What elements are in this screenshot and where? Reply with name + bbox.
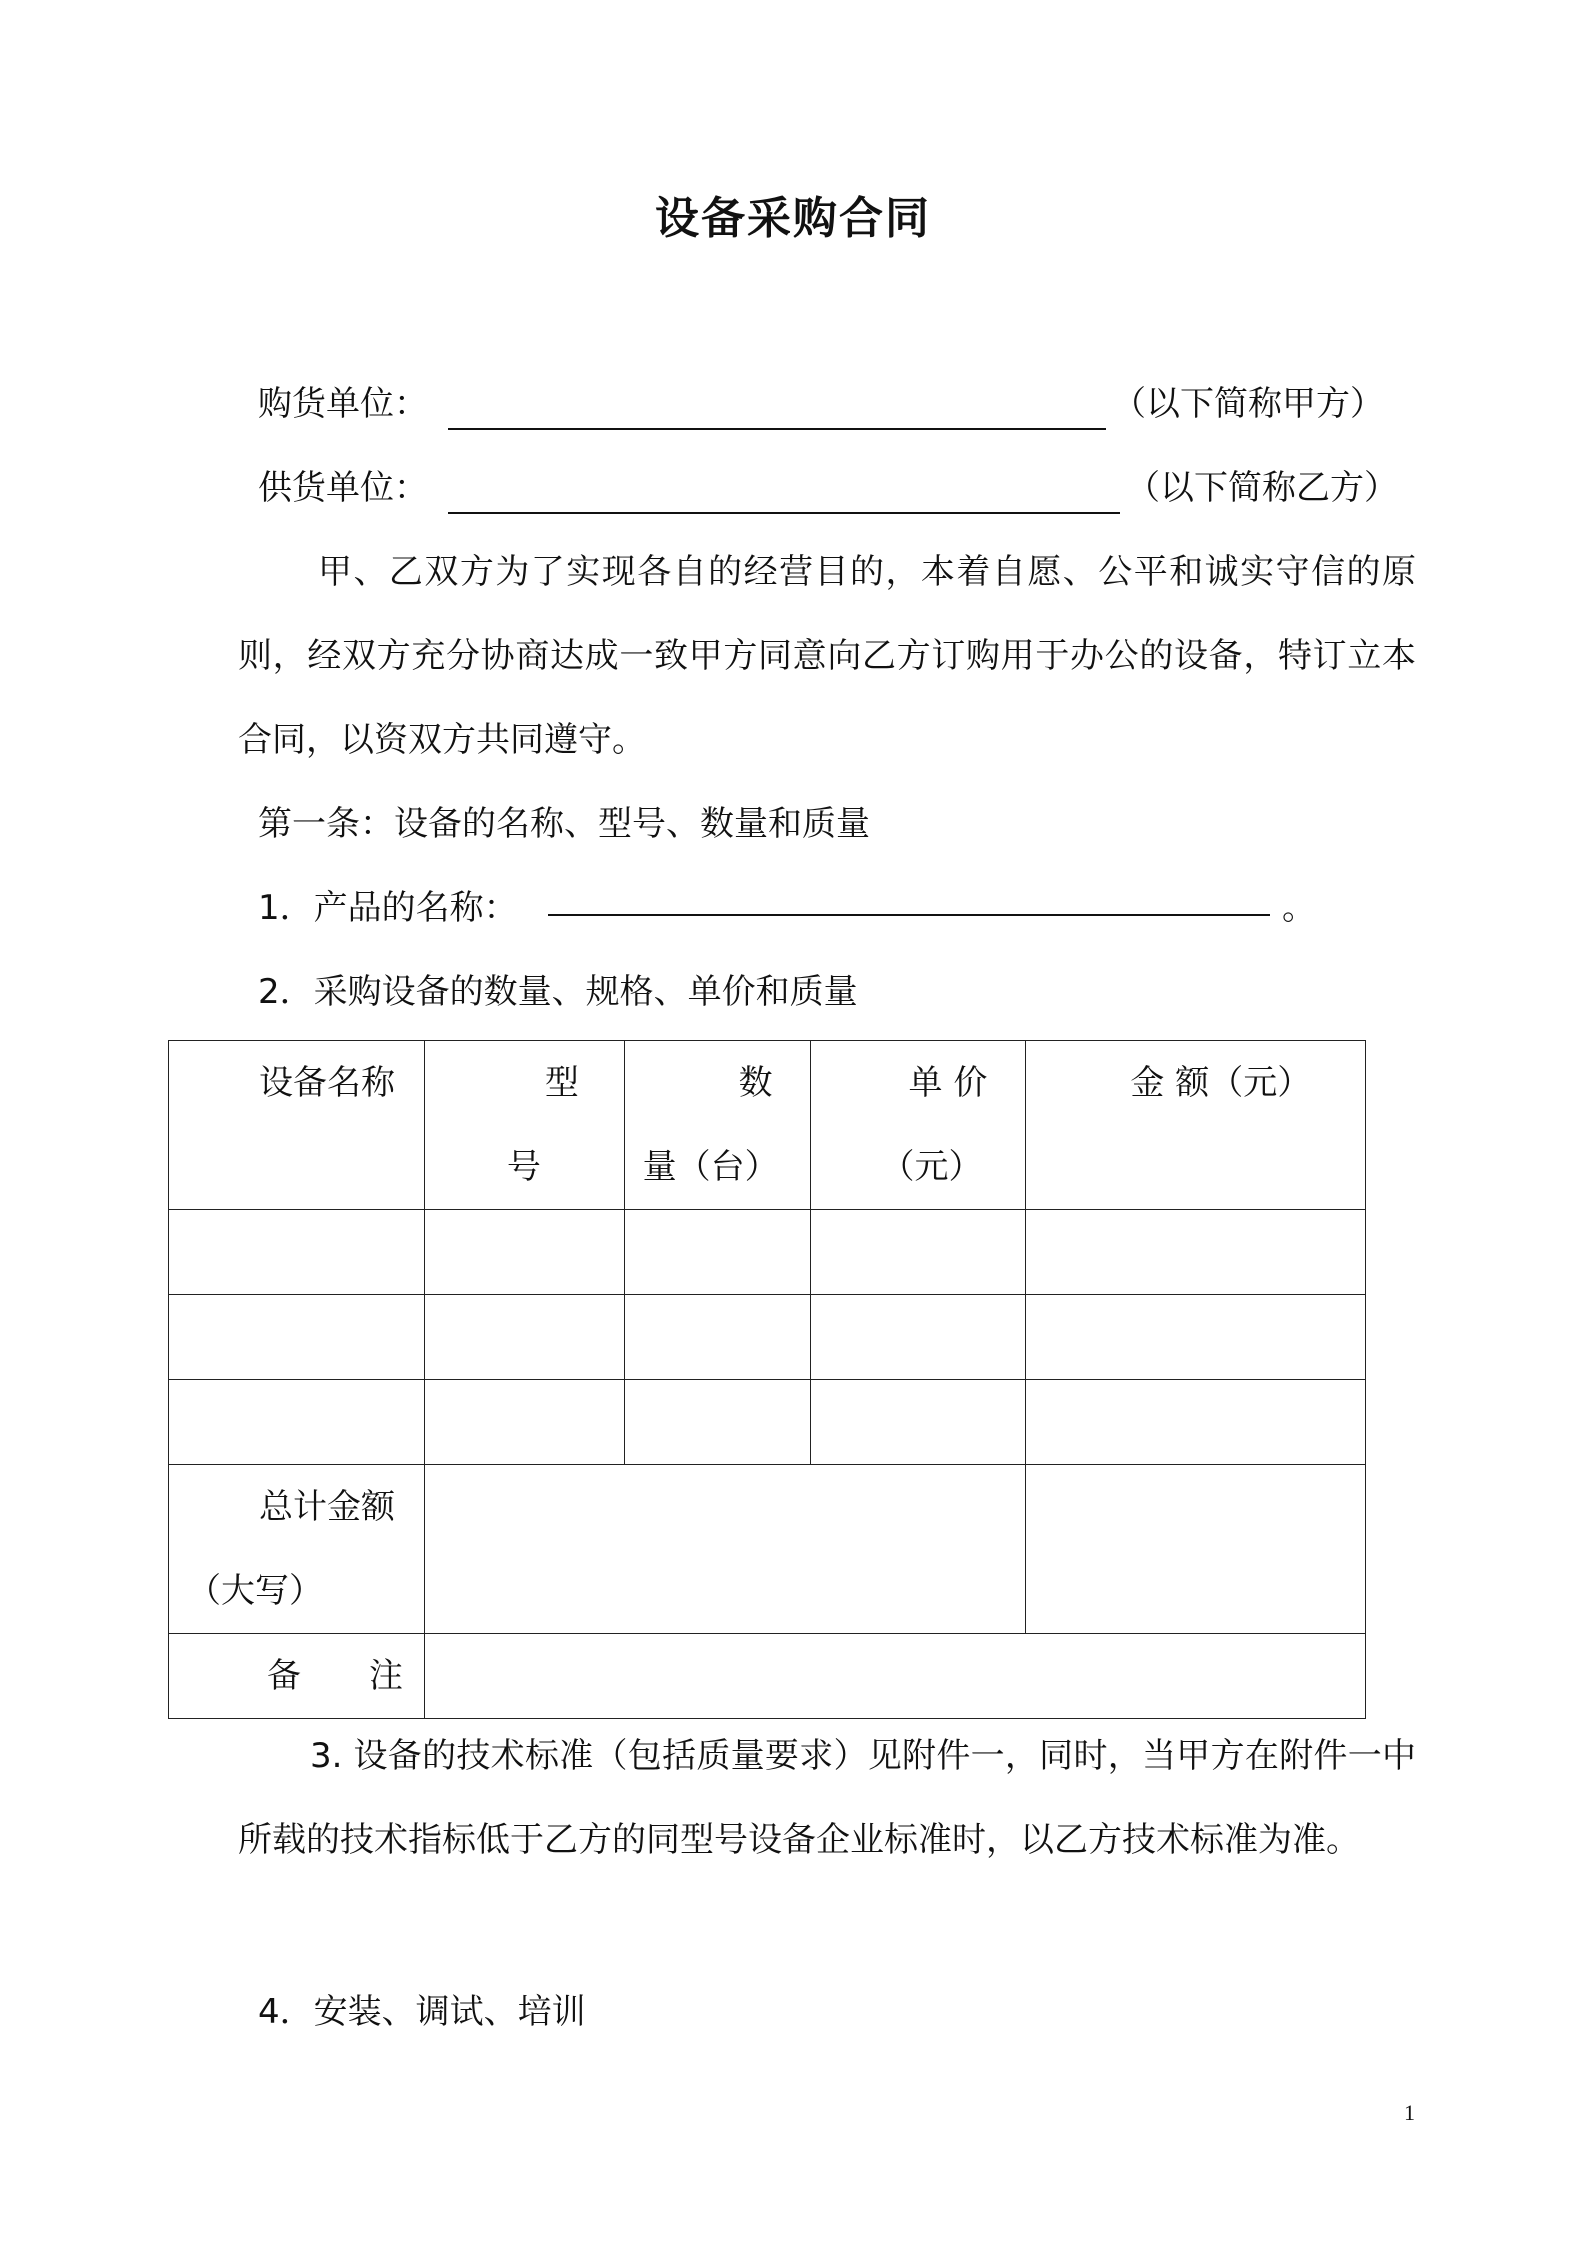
- supplier-suffix: （以下简称乙方）: [1126, 468, 1398, 508]
- header-equipment-name-text: 设备名称: [259, 1063, 395, 1103]
- item-1-end: 。: [1282, 888, 1316, 928]
- table-cell[interactable]: [624, 1210, 810, 1295]
- header-model-text-1: 型: [544, 1063, 579, 1103]
- table-row: [169, 1210, 1366, 1295]
- header-unit-price-text-2: （元）: [880, 1147, 983, 1187]
- total-uppercase-cell[interactable]: [424, 1465, 1026, 1634]
- product-name-blank-line[interactable]: [548, 914, 1270, 916]
- table-row: [169, 1380, 1366, 1465]
- remark-label-cell: [169, 1634, 425, 1719]
- table-cell[interactable]: [169, 1380, 425, 1465]
- item-1-label: 1．产品的名称：: [258, 888, 518, 928]
- header-quantity: [624, 1041, 810, 1210]
- header-model-text-2: 号: [506, 1147, 541, 1187]
- article-1-heading: 第一条：设备的名称、型号、数量和质量: [258, 804, 870, 844]
- table-row: [169, 1295, 1366, 1380]
- item-4-heading: 4．安装、调试、培训: [258, 1992, 586, 2032]
- document-title: 设备采购合同: [655, 193, 931, 244]
- buyer-blank-line[interactable]: [448, 428, 1106, 430]
- header-quantity-text-2: 量（台）: [642, 1147, 779, 1187]
- table-cell[interactable]: [424, 1380, 624, 1465]
- remark-label-text: 备 注: [267, 1656, 403, 1696]
- total-label-text-2: （大写）: [187, 1571, 323, 1611]
- table-cell[interactable]: [1026, 1210, 1366, 1295]
- table-cell[interactable]: [1026, 1295, 1366, 1380]
- table-cell[interactable]: [424, 1210, 624, 1295]
- total-label-text-1: 总计金额: [259, 1487, 395, 1527]
- header-unit-price: [810, 1041, 1026, 1210]
- total-amount-cell[interactable]: [1026, 1465, 1366, 1634]
- table-cell[interactable]: [810, 1380, 1026, 1465]
- header-amount-text: 金 额（元）: [1130, 1063, 1312, 1103]
- supplier-label: 供货单位：: [258, 468, 428, 508]
- buyer-suffix: （以下简称甲方）: [1112, 384, 1384, 424]
- table-cell[interactable]: [169, 1210, 425, 1295]
- header-unit-price-text-1: 单 价: [908, 1063, 988, 1103]
- table-cell[interactable]: [810, 1295, 1026, 1380]
- equipment-table: [168, 1040, 1366, 1719]
- header-amount: [1026, 1041, 1366, 1210]
- table-cell[interactable]: [1026, 1380, 1366, 1465]
- remark-value-cell[interactable]: [424, 1634, 1365, 1719]
- table-cell[interactable]: [424, 1295, 624, 1380]
- table-cell[interactable]: [624, 1295, 810, 1380]
- total-row: [169, 1465, 1366, 1634]
- total-label-cell: [169, 1465, 425, 1634]
- item-3-paragraph: 3. 设备的技术标准（包括质量要求）见附件一，同时，当甲方在附件一中所载的技术指标低于乙方的同型号设备企业标准时，以乙方技术标准为准。: [238, 1736, 1416, 1860]
- page-number: 1: [1404, 2100, 1415, 2125]
- intro-paragraph: 甲、乙双方为了实现各自的经营目的，本着自愿、公平和诚实守信的原则，经双方充分协商达成一致甲方同意向乙方订购用于办公的设备，特订立本合同，以资双方共同遵守。: [238, 552, 1416, 760]
- table-cell[interactable]: [624, 1380, 810, 1465]
- header-equipment-name: [169, 1041, 425, 1210]
- supplier-blank-line[interactable]: [448, 512, 1120, 514]
- header-quantity-text-1: 数: [738, 1063, 773, 1103]
- buyer-label: 购货单位：: [258, 384, 428, 424]
- header-model: [424, 1041, 624, 1210]
- item-2-heading: 2．采购设备的数量、规格、单价和质量: [258, 972, 858, 1012]
- table-cell[interactable]: [169, 1295, 425, 1380]
- table-cell[interactable]: [810, 1210, 1026, 1295]
- remark-row: [169, 1634, 1366, 1719]
- table-header-row: [169, 1041, 1366, 1210]
